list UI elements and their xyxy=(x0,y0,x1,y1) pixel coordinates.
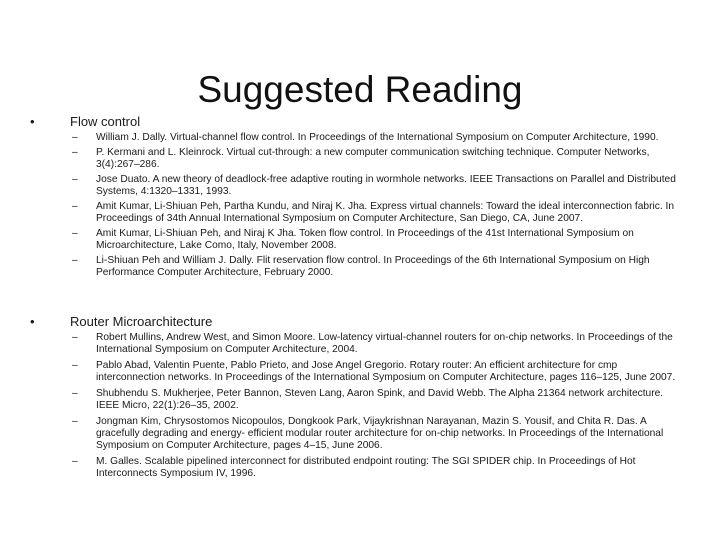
reference-text: Pablo Abad, Valentin Puente, Pablo Prieto, and Jose Angel Gregorio. Rotary router: An efficient architecture for cmp interconnection networks. In Proceedings of the International Symposium on Computer Architecture, pages 116–125, June 2007. xyxy=(96,360,676,383)
slide-title: Suggested Reading xyxy=(197,68,523,110)
section-heading: Router Microarchitecture xyxy=(70,314,213,329)
reference-list xyxy=(72,332,676,484)
dash-icon: – xyxy=(72,388,78,399)
dash-icon: – xyxy=(72,416,78,427)
list-item xyxy=(72,132,676,144)
reference-text: Jongman Kim, Chrysostomos Nicopoulos, Dongkook Park, Vijaykrishnan Narayanan, Mazin S. Yousif, and Chita R. Das. A gracefully degrading and energy- efficient modular router architecture for on-chip networks. In Proceedings of the International Symposium on Computer Architecture, pages 4–15, June 2006. xyxy=(96,416,664,451)
dash-icon: – xyxy=(72,132,78,143)
section-heading: Flow control xyxy=(70,114,141,129)
dash-icon: – xyxy=(72,174,78,185)
dash-icon: – xyxy=(72,255,78,266)
dash-icon: – xyxy=(72,147,78,158)
list-item xyxy=(72,201,676,225)
reference-text: William J. Dally. Virtual-channel flow control. In Proceedings of the International Symposium on Computer Architecture, 1990. xyxy=(96,132,659,143)
dash-icon: – xyxy=(72,332,78,343)
bullet-icon: • xyxy=(30,314,35,329)
reference-text: Robert Mullins, Andrew West, and Simon Moore. Low-latency virtual-channel routers for on-chip networks. In Proceedings of the International Symposium on Computer Architecture, 2004. xyxy=(96,332,673,355)
reference-list xyxy=(72,132,676,282)
list-item xyxy=(72,456,676,480)
dash-icon: – xyxy=(72,201,78,212)
reference-text: P. Kermani and L. Kleinrock. Virtual cut-through: a new computer communication switching technique. Computer Networks, 3(4):267–286. xyxy=(96,147,650,170)
list-item xyxy=(72,228,676,252)
reference-text: Li-Shiuan Peh and William J. Dally. Flit reservation flow control. In Proceedings of the 6th International Symposium on High Performance Computer Architecture, February 2000. xyxy=(96,255,650,278)
reference-text: Jose Duato. A new theory of deadlock-free adaptive routing in wormhole networks. IEEE Transactions on Parallel and Distributed Systems, 4:1320–1331, 1993. xyxy=(96,174,676,197)
list-item xyxy=(72,388,676,412)
list-item xyxy=(72,332,676,356)
list-item xyxy=(72,147,676,171)
list-item xyxy=(72,255,676,279)
list-item xyxy=(72,416,676,452)
list-item xyxy=(72,174,676,198)
dash-icon: – xyxy=(72,228,78,239)
dash-icon: – xyxy=(72,360,78,371)
bullet-icon: • xyxy=(30,114,35,129)
reference-text: Amit Kumar, Li-Shiuan Peh, and Niraj K Jha. Token flow control. In Proceedings of the 41st International Symposium on Microarchitecture, Lake Como, Italy, November 2008. xyxy=(96,228,634,251)
dash-icon: – xyxy=(72,456,78,467)
list-item xyxy=(72,360,676,384)
reference-text: M. Galles. Scalable pipelined interconnect for distributed endpoint routing: The SGI SPIDER chip. In Proceedings of Hot Interconnects Symposium IV, 1996. xyxy=(96,456,636,479)
reference-text: Amit Kumar, Li-Shiuan Peh, Partha Kundu, and Niraj K. Jha. Express virtual channels: Toward the ideal interconnection fabric. In Proceedings of 34th Annual International Symposium on Computer Architecture, San Diego, CA, June 2007. xyxy=(96,201,674,224)
reference-text: Shubhendu S. Mukherjee, Peter Bannon, Steven Lang, Aaron Spink, and David Webb. The Alpha 21364 network architecture. IEEE Micro, 22(1):26–35, 2002. xyxy=(96,388,664,411)
